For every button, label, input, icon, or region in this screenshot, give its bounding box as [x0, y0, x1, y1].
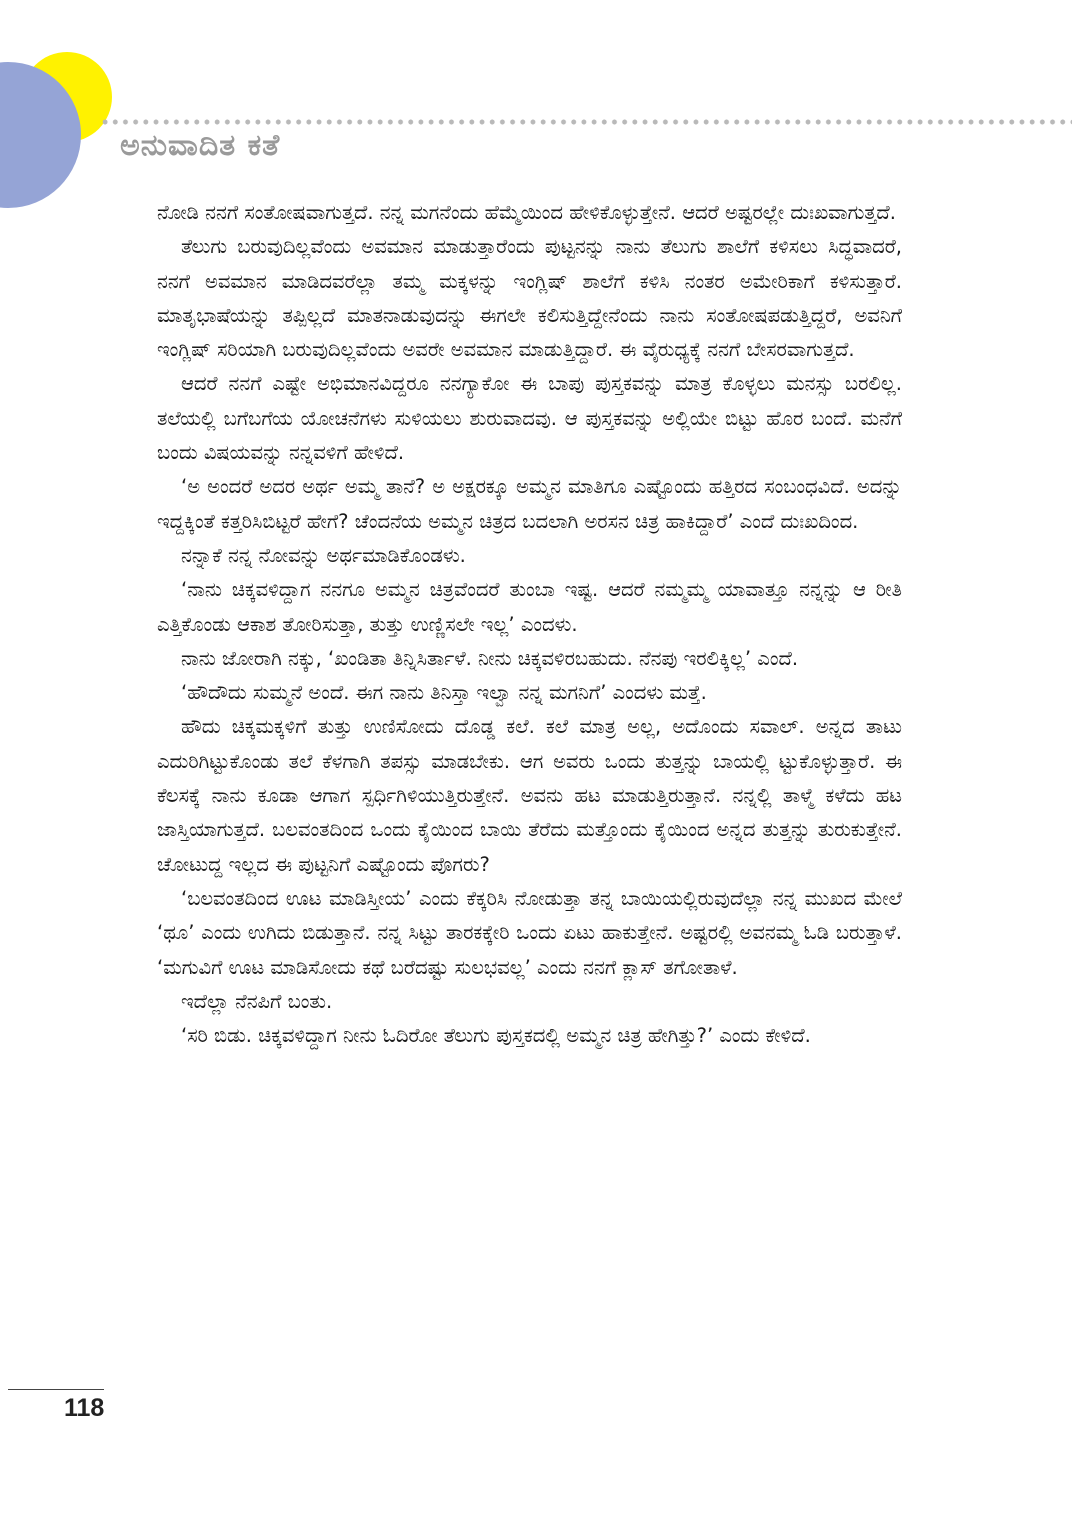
dotted-header-rule — [100, 118, 1072, 126]
story-paragraph: ತೆಲುಗು ಬರುವುದಿಲ್ಲವೆಂದು ಅವಮಾನ ಮಾಡುತ್ತಾರೆಂದು ಪುಟ್ಟನನ್ನು ನಾನು ತೆಲುಗು ಶಾಲೆಗೆ ಕಳಿಸಲು ಸಿದ್ಧವಾದರೆ, ನನಗೆ ಅವಮಾನ ಮಾಡಿದವರೆಲ್ಲಾ ತಮ್ಮ ಮಕ್ಕಳನ್ನು ಇಂಗ್ಲಿಷ್ ಶಾಲೆಗೆ ಕಳಿಸಿ ನಂತರ ಅಮೇರಿಕಾಗೆ ಕಳಿಸುತ್ತಾರೆ. ಮಾತೃಭಾಷೆಯನ್ನು ತಪ್ಪಿಲ್ಲದೆ ಮಾತನಾಡುವುದನ್ನು ಈಗಲೇ ಕಲಿಸುತ್ತಿದ್ದೇನೆಂದು ನಾನು ಸಂತೋಷಪಡುತ್ತಿದ್ದರೆ, ಅವನಿಗೆ ಇಂಗ್ಲಿಷ್ ಸರಿಯಾಗಿ ಬರುವುದಿಲ್ಲವೆಂದು ಅವರೇ ಅವಮಾನ ಮಾಡುತ್ತಿದ್ದಾರೆ. ಈ ವೈರುಧ್ಯಕ್ಕೆ ನನಗೆ ಬೇಸರವಾಗುತ್ತದೆ. — [157, 235, 902, 362]
story-paragraph: ಆದರೆ ನನಗೆ ಎಷ್ಟೇ ಅಭಿಮಾನವಿದ್ದರೂ ನನಗ್ಯಾಕೋ ಈ ಬಾಪು ಪುಸ್ತಕವನ್ನು ಮಾತ್ರ ಕೊಳ್ಳಲು ಮನಸ್ಸು ಬರಲಿಲ್ಲ. ತಲೆಯಲ್ಲಿ ಬಗೆಬಗೆಯ ಯೋಚನೆಗಳು ಸುಳಿಯಲು ಶುರುವಾದವು. ಆ ಪುಸ್ತಕವನ್ನು ಅಲ್ಲಿಯೇ ಬಿಟ್ಟು ಹೊರ ಬಂದೆ. ಮನೆಗೆ ಬಂದು ವಿಷಯವನ್ನು ನನ್ನವಳಿಗೆ ಹೇಳಿದೆ. — [157, 372, 902, 465]
story-paragraph: ಇದೆಲ್ಲಾ ನೆನಪಿಗೆ ಬಂತು. — [181, 989, 333, 1013]
story-paragraph: ನಾನು ಜೋರಾಗಿ ನಕ್ಕು, ‘ಖಂಡಿತಾ ತಿನ್ನಿಸಿರ್ತಾಳೆ. ನೀನು ಚಿಕ್ಕವಳಿರಬಹುದು. ನೆನಪು ಇರಲಿಕ್ಕಿಲ್ಲ’ ಎಂದೆ. — [181, 646, 799, 670]
story-paragraph: ನೋಡಿ ನನಗೆ ಸಂತೋಷವಾಗುತ್ತದೆ. ನನ್ನ ಮಗನೆಂದು ಹೆಮ್ಮೆಯಿಂದ ಹೇಳಿಕೊಳ್ಳುತ್ತೇನೆ. ಆದರೆ ಅಷ್ಟರಲ್ಲೇ ದುಃಖವಾಗುತ್ತದೆ. — [157, 201, 896, 224]
page-number: 118 — [64, 1394, 105, 1422]
story-paragraph: ‘ಹೌದೌದು ಸುಮ್ಮನೆ ಅಂದೆ. ಈಗ ನಾನು ತಿನಿಸ್ತಾ ಇಲ್ವಾ ನನ್ನ ಮಗನಿಗೆ’ ಎಂದಳು ಮತ್ತೆ. — [181, 681, 707, 705]
story-paragraph: ‘ನಾನು ಚಿಕ್ಕವಳಿದ್ದಾಗ ನನಗೂ ಅಮ್ಮನ ಚಿತ್ರವೆಂದರೆ ತುಂಬಾ ಇಷ್ಟ. ಆದರೆ ನಮ್ಮಮ್ಮ ಯಾವಾತ್ತೂ ನನ್ನನ್ನು ಆ ರೀತಿ ಎತ್ತಿಕೊಂಡು ಆಕಾಶ ತೋರಿಸುತ್ತಾ, ತುತ್ತು ಉಣ್ಣಿಸಲೇ ಇಲ್ಲ’ ಎಂದಳು. — [157, 578, 902, 636]
section-title: ಅನುವಾದಿತ ಕತೆ — [120, 128, 281, 163]
story-paragraph: ‘ಬಲವಂತದಿಂದ ಊಟ ಮಾಡಿಸ್ತೀಯ’ ಎಂದು ಕೆಕ್ಕರಿಸಿ ನೋಡುತ್ತಾ ತನ್ನ ಬಾಯಿಯಲ್ಲಿರುವುದೆಲ್ಲಾ ನನ್ನ ಮುಖದ ಮೇಲೆ ‘ಥೂ’ ಎಂದು ಉಗಿದು ಬಿಡುತ್ತಾನೆ. ನನ್ನ ಸಿಟ್ಟು ತಾರಕಕ್ಕೇರಿ ಒಂದು ಏಟು ಹಾಕುತ್ತೇನೆ. ಅಷ್ಟರಲ್ಲಿ ಅವನಮ್ಮ ಓಡಿ ಬರುತ್ತಾಳೆ. ‘ಮಗುವಿಗೆ ಊಟ ಮಾಡಿಸೋದು ಕಥೆ ಬರೆದಷ್ಟು ಸುಲಭವಲ್ಲ’ ಎಂದು ನನಗೆ ಕ್ಲಾಸ್ ತಗೋತಾಳೆ. — [157, 886, 902, 979]
story-paragraph: ‘ಅ ಅಂದರೆ ಅದರ ಅರ್ಥ ಅಮ್ಮ ತಾನೆ? ಅ ಅಕ್ಷರಕ್ಕೂ ಅಮ್ಮನ ಮಾತಿಗೂ ಎಷ್ಟೊಂದು ಹತ್ತಿರದ ಸಂಬಂಧವಿದೆ. ಅದನ್ನು ಇದ್ದಕ್ಕಿಂತೆ ಕತ್ತರಿಸಿಬಿಟ್ಟರೆ ಹೇಗೆ? ಚೆಂದನೆಯ ಅಮ್ಮನ ಚಿತ್ರದ ಬದಲಾಗಿ ಅರಸನ ಚಿತ್ರ ಹಾಕಿದ್ದಾರೆ’ ಎಂದೆ ದುಃಖದಿಂದ. — [157, 475, 902, 533]
page-number-rule — [8, 1389, 104, 1390]
story-paragraph: ಹೌದು ಚಿಕ್ಕಮಕ್ಕಳಿಗೆ ತುತ್ತು ಉಣಿಸೋದು ದೊಡ್ಡ ಕಲೆ. ಕಲೆ ಮಾತ್ರ ಅಲ್ಲ, ಅದೊಂದು ಸವಾಲ್. ಅನ್ನದ ತಾಟು ಎದುರಿಗಿಟ್ಟುಕೊಂಡು ತಲೆ ಕೆಳಗಾಗಿ ತಪಸ್ಸು ಮಾಡಬೇಕು. ಆಗ ಅವರು ಒಂದು ತುತ್ತನ್ನು ಬಾಯಲ್ಲಿ ಟ್ಟುಕೊಳ್ಳುತ್ತಾರೆ. ಈ ಕೆಲಸಕ್ಕೆ ನಾನು ಕೂಡಾ ಆಗಾಗ ಸ್ಪರ್ಧಿಗಿಳಿಯುತ್ತಿರುತ್ತೇನೆ. ಅವನು ಹಟ ಮಾಡುತ್ತಿರುತ್ತಾನೆ. ನನ್ನಲ್ಲಿ ತಾಳ್ಮೆ ಕಳೆದು ಹಟ ಜಾಸ್ತಿಯಾಗುತ್ತದೆ. ಬಲವಂತದಿಂದ ಒಂದು ಕೈಯಿಂದ ಬಾಯಿ ತೆರೆದು ಮತ್ತೊಂದು ಕೈಯಿಂದ ಅನ್ನದ ತುತ್ತನ್ನು ತುರುಕುತ್ತೇನೆ. ಚೋಟುದ್ದ ಇಲ್ಲದ ಈ ಪುಟ್ಟನಿಗೆ ಎಷ್ಟೊಂದು ಪೊಗರು? — [157, 715, 902, 876]
story-paragraph: ನನ್ನಾಕೆ ನನ್ನ ನೋವನ್ನು ಅರ್ಥಮಾಡಿಕೊಂಡಳು. — [181, 543, 466, 567]
story-paragraph: ‘ಸರಿ ಬಿಡು. ಚಿಕ್ಕವಳಿದ್ದಾಗ ನೀನು ಓದಿರೋ ತೆಲುಗು ಪುಸ್ತಕದಲ್ಲಿ ಅಮ್ಮನ ಚಿತ್ರ ಹೇಗಿತ್ತು?’ ಎಂದು ಕೇಳಿದೆ. — [181, 1024, 811, 1048]
story-body — [157, 196, 902, 1053]
